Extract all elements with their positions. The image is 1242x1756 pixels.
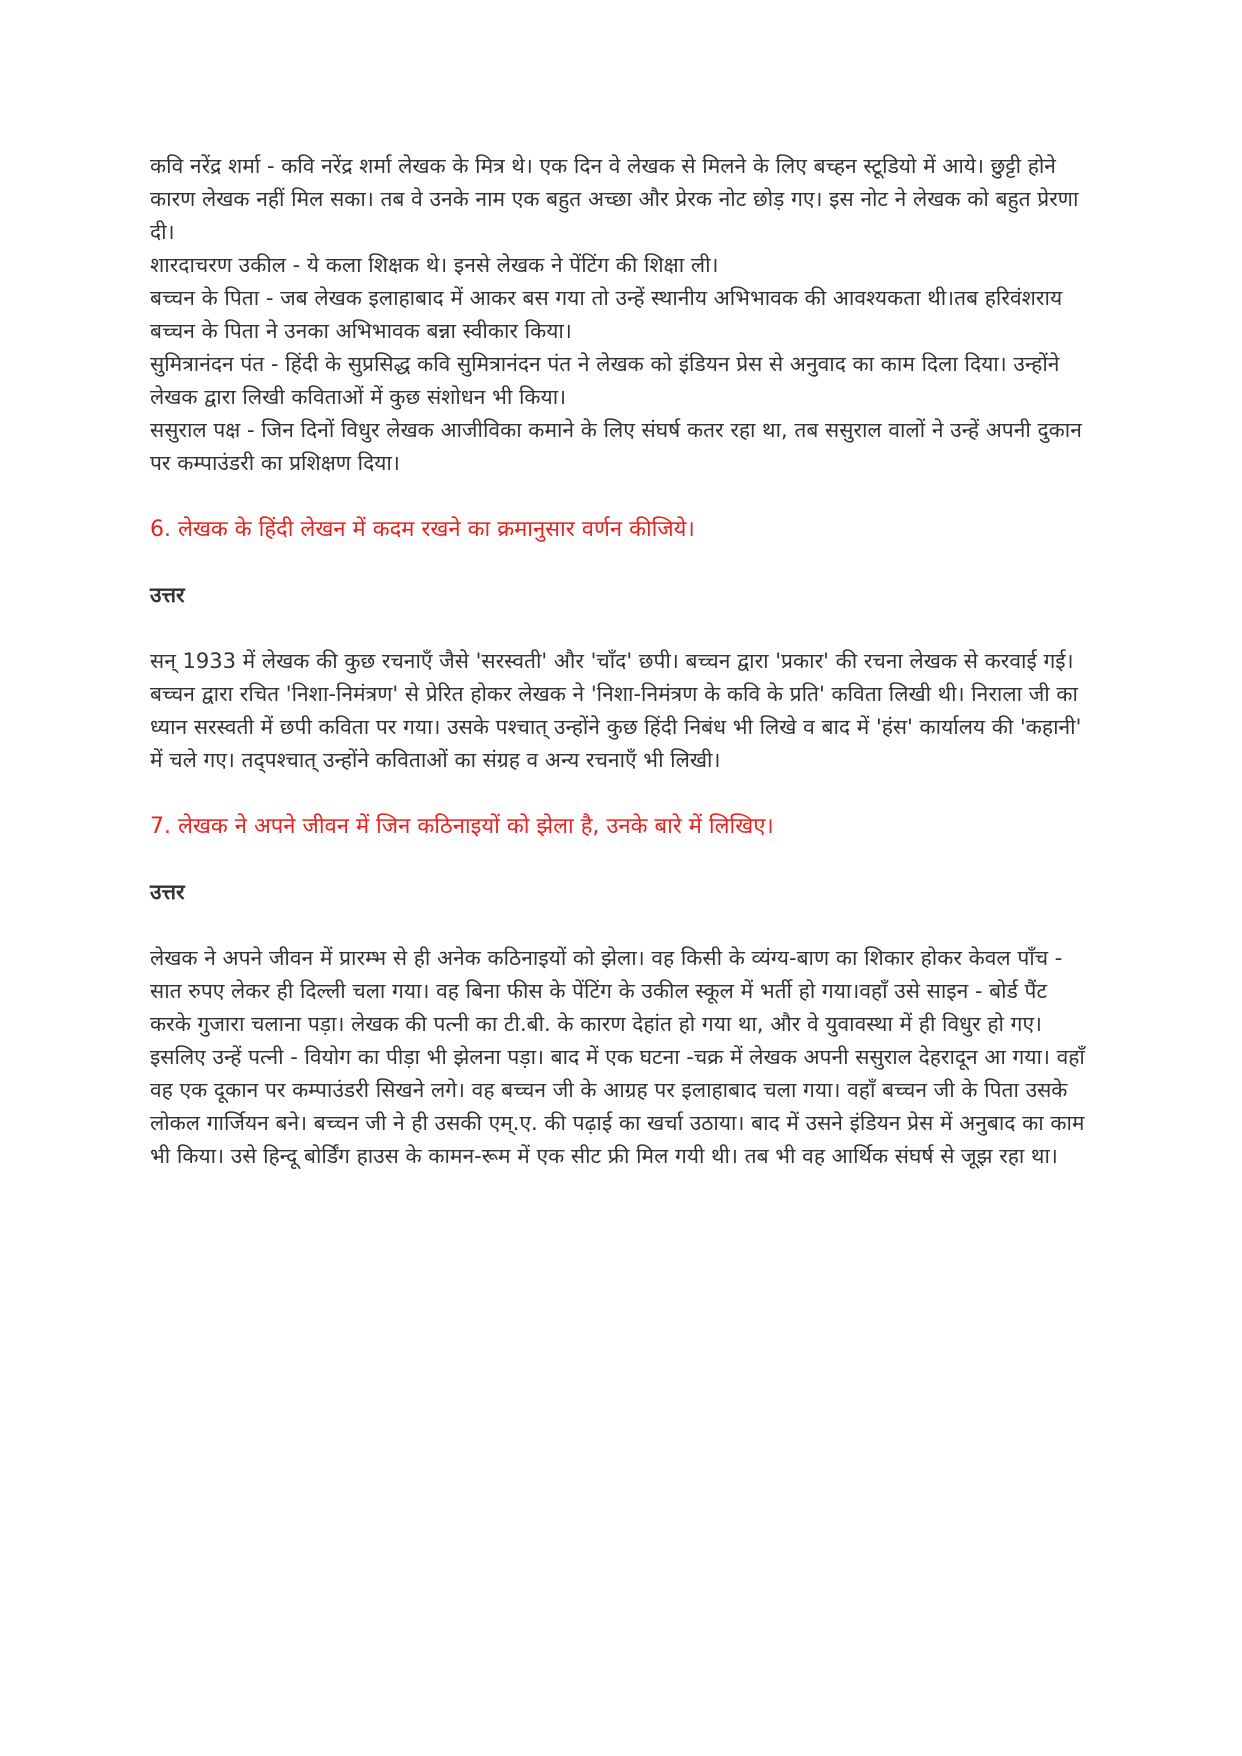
answer-6: सन् 1933 में लेखक की कुछ रचनाएँ जैसे 'सरस्वती' और 'चाँद' छपी। बच्चन द्वारा 'प्रकार' की रचना लेखक से करवाई गई। बच्चन द्वारा रचित 'निशा-निमंत्रण' से प्रेरित होकर लेखक ने 'निशा-निमंत्रण के कवि के प्रति' कविता लिखी थी। निराला जी का ध्यान सरस्वती में छपी कविता पर गया। उसके पश्चात् उन्होंने कुछ हिंदी निबंध भी लिखे व बाद में 'हंस' कार्यालय की 'कहानी' में चले गए। तद्पश्चात् उन्होंने कविताओं का संग्रह व अन्य रचनाएँ भी लिखी। [150,649,1082,772]
paragraph-sumitranandan-pant: सुमित्रानंदन पंत - हिंदी के सुप्रसिद्ध कवि सुमित्रानंदन पंत ने लेखक को इंडियन प्रेस से अनुवाद का काम दिला दिया। उन्होंने लेखक द्वारा लिखी कविताओं में कुछ संशोधन भी किया। [150,352,1060,409]
answer-label-6: उत्तर [150,583,185,607]
answer-7: लेखक ने अपने जीवन में प्रारम्भ से ही अनेक कठिनाइयों को झेला। वह किसी के व्यंग्य-बाण का शिकार होकर केवल पाँच - सात रुपए लेकर ही दिल्ली चला गया। वह बिना फीस के पेंटिंग के उकील स्कूल में भर्ती हो गया।वहाँ उसे साइन - बोर्ड पैंट करके गुजारा चलाना पड़ा। लेखक की पत्नी का टी.बी. के कारण देहांत हो गया था, और वे युवावस्था में ही विधुर हो गए। इसलिए उन्हें पत्नी - वियोग का पीड़ा भी झेलना पड़ा। बाद में एक घटना -चक्र में लेखक अपनी ससुराल देहरादून आ गया। वहाँ वह एक दूकान पर कम्पाउंडरी सिखने लगे। वह बच्चन जी के आग्रह पर इलाहाबाद चला गया। वहाँ बच्चन जी के पिता उसके लोकल गार्जियन बने। बच्चन जी ने ही उसकी एम्.ए. की पढ़ाई का खर्चा उठाया। बाद में उसने इंडियन प्रेस में अनुबाद का काम भी किया। उसे हिन्दू बोर्डिंग हाउस के कामन-रूम में एक सीट फ्री मिल गयी थी। तब भी वह आर्थिक संघर्ष से जूझ रहा था। [150,946,1085,1168]
answer-label-7: उत्तर [150,880,185,904]
question-6: 6. लेखक के हिंदी लेखन में कदम रखने का क्रमानुसार वर्णन कीजिये। [150,517,695,542]
question-7: 7. लेखक ने अपने जीवन में जिन कठिनाइयों को झेला है, उनके बारे में लिखिए। [150,814,774,839]
paragraph-shardacharan-ukil: शारदाचरण उकील - ये कला शिक्षक थे। इनसे लेखक ने पेंटिंग की शिक्षा ली। [150,253,719,277]
paragraph-narendra-sharma: कवि नरेंद्र शर्मा - कवि नरेंद्र शर्मा लेखक के मित्र थे। एक दिन वे लेखक से मिलने के लिए बच्हन स्टूडियो में आये। छुट्टी होने कारण लेखक नहीं मिल सका। तब वे उनके नाम एक बहुत अच्छा और प्रेरक नोट छोड़ गए। इस नोट ने लेखक को बहुत प्रेरणा दी। [150,154,1079,244]
document-page [150,150,1090,1173]
people-list [150,150,1090,480]
paragraph-sasural-paksh: ससुराल पक्ष - जिन दिनों विधुर लेखक आजीविका कमाने के लिए संघर्ष कतर रहा था, तब ससुराल वालों ने उन्हें अपनी दुकान पर कम्पाउंडरी का प्रशिक्षण दिया। [150,418,1082,475]
paragraph-bachchan-father: बच्चन के पिता - जब लेखक इलाहाबाद में आकर बस गया तो उन्हें स्थानीय अभिभावक की आवश्यकता थी।तब हरिवंशराय बच्चन के पिता ने उनका अभिभावक बन्ना स्वीकार किया। [150,286,1063,343]
